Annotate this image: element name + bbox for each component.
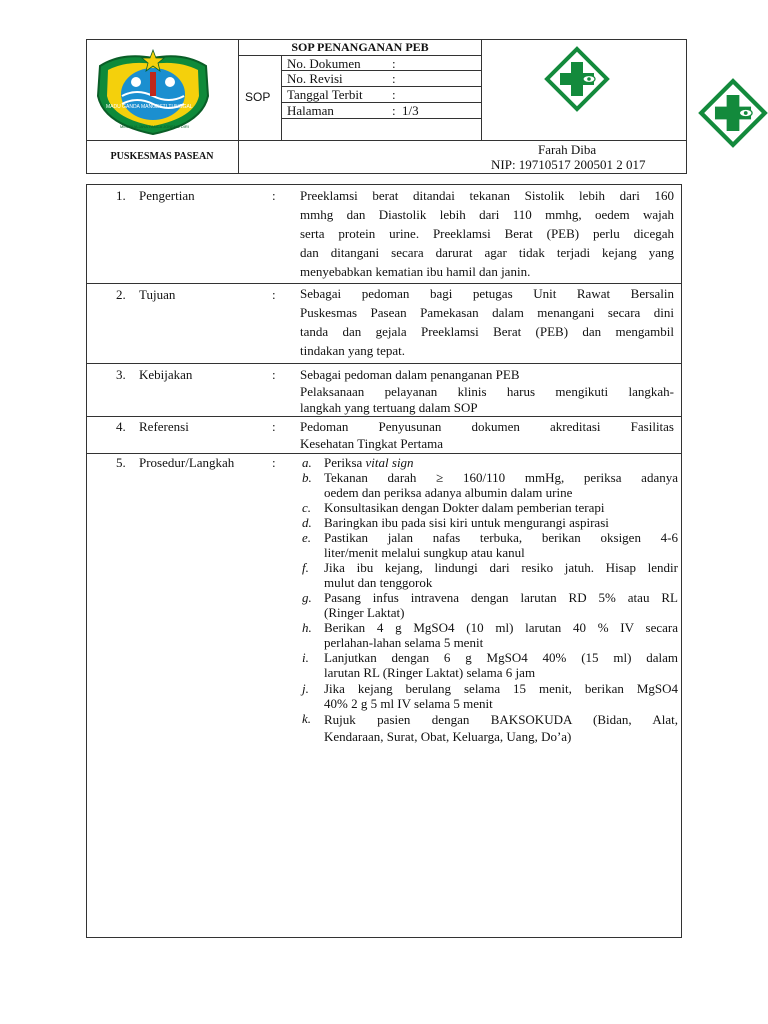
field-value: 1/3 bbox=[402, 103, 419, 118]
step-line: Tekanan darah ≥ 160/110 mmHg, periksa adanya bbox=[324, 470, 678, 485]
list-item bbox=[302, 530, 678, 560]
section-title: Pengertian bbox=[139, 188, 195, 203]
field-sep: : bbox=[392, 56, 396, 71]
body-line: Pedoman Penyusunan dokumen akreditasi Fasilitas bbox=[300, 419, 674, 434]
step-text bbox=[324, 650, 678, 680]
step-line: Jika kejang berulang selama 15 menit, berikan MgSO4 bbox=[324, 681, 678, 696]
step-letter: h. bbox=[302, 620, 312, 635]
field-label: Halaman bbox=[287, 103, 334, 118]
puskesmas-cross-icon bbox=[544, 46, 610, 112]
field-sep: : bbox=[392, 103, 396, 118]
step-text bbox=[324, 455, 678, 470]
list-item bbox=[302, 560, 678, 590]
puskesmas-logo-outside bbox=[698, 78, 768, 153]
step-letter: c. bbox=[302, 500, 312, 515]
step-line: Kendaraan, Surat, Obat, Keluarga, Uang, Do’a) bbox=[324, 729, 572, 744]
section-title: Referensi bbox=[139, 419, 189, 434]
section-number: 2. bbox=[116, 287, 126, 302]
body-line: tanda dan gejala Preeklamsi Berat (PEB) dan mengambil bbox=[300, 324, 674, 339]
step-line: Pasang infus intravena dengan larutan RD 5% atau RL bbox=[324, 590, 678, 605]
step-letter: i. bbox=[302, 650, 309, 665]
section-title: Kebijakan bbox=[139, 367, 193, 382]
regency-logo bbox=[92, 44, 214, 138]
step-letter: e. bbox=[302, 530, 312, 545]
step-letter: a. bbox=[302, 455, 312, 470]
step-line: oedem dan periksa adanya albumin dalam urine bbox=[324, 485, 573, 500]
section-body bbox=[300, 284, 674, 360]
section-number: 3. bbox=[116, 367, 126, 382]
body-line: Sebagai pedoman dalam penanganan PEB bbox=[300, 367, 520, 382]
step-text bbox=[324, 711, 678, 745]
section-title: Prosedur/Langkah bbox=[139, 455, 235, 470]
logo-motto-top: MADU GANDA MANGESTI TUNGGAL bbox=[106, 104, 193, 110]
step-text bbox=[324, 500, 678, 515]
section-number: 5. bbox=[116, 455, 126, 470]
logo-motto-bottom: MEMBUA JAYA PANCA JONENG DIRI bbox=[120, 124, 189, 129]
section-colon: : bbox=[272, 367, 276, 382]
step-line: Berikan 4 g MgSO4 (10 ml) larutan 40 % IV secara bbox=[324, 620, 678, 635]
step-text bbox=[324, 620, 678, 650]
step-line: Pastikan jalan nafas terbuka, berikan oksigen 4-6 bbox=[324, 530, 678, 545]
body-line: Kesehatan Tingkat Pertama bbox=[300, 436, 443, 451]
step-italic: vital sign bbox=[365, 455, 414, 470]
step-line: 40% 2 g 5 ml IV selama 5 menit bbox=[324, 696, 493, 711]
step-text bbox=[324, 530, 678, 560]
step-text bbox=[324, 515, 678, 530]
step-line: Baringkan ibu pada sisi kiri untuk mengurangi aspirasi bbox=[324, 515, 609, 530]
section-body bbox=[300, 186, 674, 281]
step-letter: d. bbox=[302, 515, 312, 530]
list-item bbox=[302, 515, 678, 530]
puskesmas-cross-icon bbox=[698, 78, 768, 148]
list-item bbox=[302, 500, 678, 515]
section-colon: : bbox=[272, 287, 276, 302]
step-letter: j. bbox=[302, 681, 309, 696]
step-line: Jika ibu kejang, lindungi dari resiko jatuh. Hisap lendir bbox=[324, 560, 678, 575]
section-number: 4. bbox=[116, 419, 126, 434]
step-line: larutan RL (Ringer Laktat) selama 6 jam bbox=[324, 665, 536, 680]
step-line: mulut dan tenggorok bbox=[324, 575, 433, 590]
body-line: dan ditangani secara darurat agar tidak terjadi kejang yang bbox=[300, 245, 674, 260]
field-label: Tanggal Terbit bbox=[287, 87, 363, 102]
step-line: liter/menit melalui sungkup atau kanul bbox=[324, 545, 525, 560]
step-line: Konsultasikan dengan Dokter dalam pemberian terapi bbox=[324, 500, 605, 515]
body-line: serta protein urine. Preeklamsi Berat (PEB) perlu dicegah bbox=[300, 226, 674, 241]
field-sep: : bbox=[392, 87, 396, 102]
body-line: Pelaksanaan pelayanan klinis harus mengikuti langkah- bbox=[300, 384, 674, 399]
signer-nip: NIP: 19710517 200501 2 017 bbox=[491, 157, 646, 172]
list-item bbox=[302, 711, 678, 743]
step-line: perlahan-lahan selama 5 menit bbox=[324, 635, 484, 650]
field-label: No. Revisi bbox=[287, 71, 343, 86]
list-item bbox=[302, 455, 678, 470]
step-line: (Ringer Laktat) bbox=[324, 605, 405, 620]
body-line: Puskesmas Pasean Pamekasan dalam menangani secara dini bbox=[300, 305, 674, 320]
section-title: Tujuan bbox=[139, 287, 176, 302]
list-item bbox=[302, 681, 678, 711]
list-item bbox=[302, 650, 678, 680]
step-letter: k. bbox=[302, 711, 312, 726]
body-line: Sebagai pedoman bagi petugas Unit Rawat Bersalin bbox=[300, 286, 674, 301]
org-name: PUSKESMAS PASEAN bbox=[110, 151, 214, 162]
step-text bbox=[324, 590, 678, 620]
puskesmas-logo bbox=[544, 46, 610, 117]
list-item bbox=[302, 590, 678, 620]
body-line: Preeklamsi berat ditandai tekanan Sistolik lebih dari 160 bbox=[300, 188, 674, 203]
step-letter: f. bbox=[302, 560, 309, 575]
signer-name: Farah Diba bbox=[538, 142, 597, 157]
field-sep: : bbox=[392, 71, 396, 86]
body-line: tindakan yang tepat. bbox=[300, 343, 406, 358]
field-label: No. Dokumen bbox=[287, 56, 361, 71]
step-letter: b. bbox=[302, 470, 312, 485]
section-colon: : bbox=[272, 455, 276, 470]
step-line: Lanjutkan dengan 6 g MgSO4 40% (15 ml) dalam bbox=[324, 650, 678, 665]
step-text bbox=[324, 681, 678, 711]
list-item bbox=[302, 470, 678, 500]
list-item bbox=[302, 620, 678, 650]
section-number: 1. bbox=[116, 188, 126, 203]
step-text bbox=[324, 470, 678, 500]
body-line: mmhg dan Diastolik lebih dari 110 mmhg, oedem wajah bbox=[300, 207, 674, 222]
body-line: langkah yang tertuang dalam SOP bbox=[300, 400, 478, 415]
section-colon: : bbox=[272, 188, 276, 203]
step-text bbox=[324, 560, 678, 590]
step-line: Rujuk pasien dengan BAKSOKUDA (Bidan, Alat, bbox=[324, 712, 678, 727]
document-title: SOP PENANGANAN PEB bbox=[291, 40, 429, 54]
sop-label: SOP bbox=[245, 90, 271, 104]
step-letter: g. bbox=[302, 590, 312, 605]
body-line: menyebabkan kematian ibu hamil dan janin. bbox=[300, 264, 531, 279]
section-colon: : bbox=[272, 419, 276, 434]
step-line: Periksa bbox=[324, 455, 363, 470]
